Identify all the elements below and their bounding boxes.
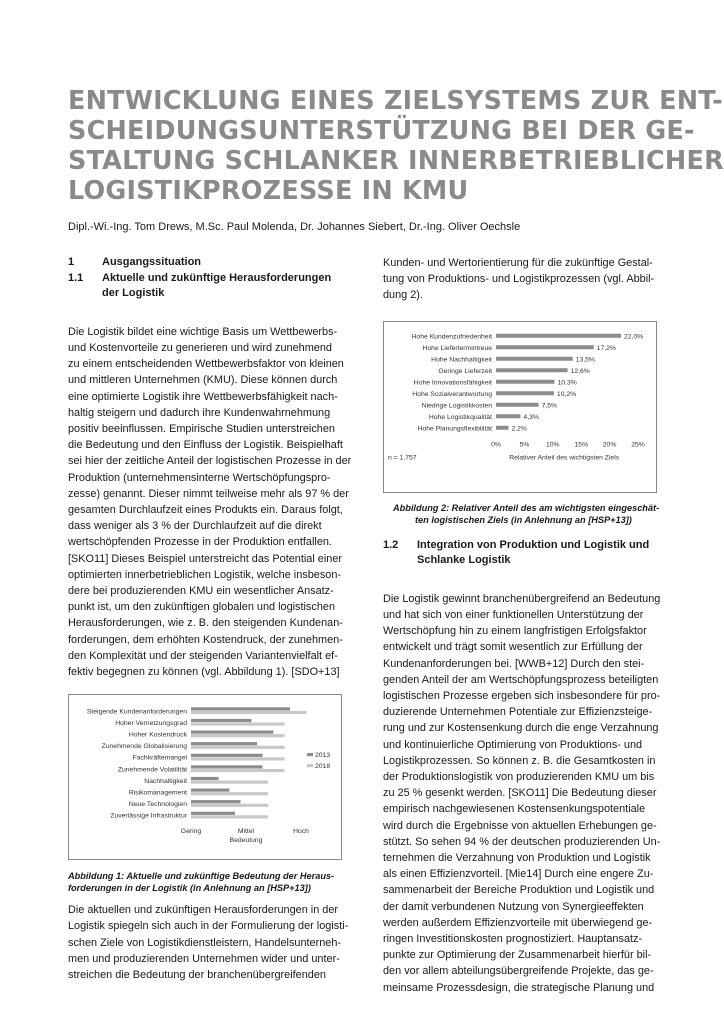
text-line: optimierten innerbetrieblichen Logistik, welche insbeson- bbox=[68, 568, 342, 581]
category-label: Hohe Planungsflexibilität bbox=[417, 424, 492, 432]
text-line: als einen Effizienzvorteil. [Mie14] Durch eine engere Zu- bbox=[383, 868, 654, 881]
section-title-line: der Logistik bbox=[102, 287, 165, 300]
bar bbox=[496, 345, 594, 349]
legend-swatch-2013 bbox=[307, 753, 313, 756]
x-axis-label: Bedeutung bbox=[229, 837, 263, 845]
paragraph-2 bbox=[68, 902, 349, 983]
text-line: empirisch nachgewiesenen Kostensenkungspotentiale bbox=[383, 803, 646, 816]
bar bbox=[496, 425, 508, 429]
bar bbox=[496, 356, 573, 360]
value-label: 10,2% bbox=[556, 390, 577, 398]
category-label: Neue Technologien bbox=[128, 801, 187, 809]
bar-2013 bbox=[191, 789, 230, 792]
paragraph-right-1 bbox=[383, 255, 658, 304]
text-line: den Komplexität und der steigenden Variantenvielfalt ef- bbox=[68, 649, 338, 662]
section-number: 1.2 bbox=[383, 538, 399, 551]
text-line: Wertschöpfung hin zu einem langfristigen Erfolgsfaktor bbox=[383, 625, 647, 638]
text-line: gesamten Durchlaufzeit eines Produkts ein. Daraus folgt, bbox=[68, 504, 343, 517]
text-line: und Kostenvorteile zu generieren und wird zunehmend bbox=[68, 341, 332, 354]
value-label: 22,0% bbox=[623, 332, 644, 340]
figure-2-chart bbox=[383, 321, 657, 493]
x-tick-label: 0% bbox=[491, 441, 501, 449]
section-number: 1.1 bbox=[68, 271, 84, 284]
caption-line: Abbildung 1: Aktuelle und zukünftige Bedeutung der Heraus- bbox=[68, 871, 335, 882]
value-label: 10,3% bbox=[557, 378, 577, 386]
text-line: Logistikprozessen. So können z. B. die Gesamtkosten in bbox=[383, 754, 656, 767]
bar-2018 bbox=[191, 758, 285, 761]
text-line: duzierende Unternehmen Potentiale zur Effizienzsteige- bbox=[383, 706, 653, 719]
text-line: genden Anteil der am Wertschöpfungsprozess beteiligten bbox=[383, 673, 659, 686]
legend-label: 2013 bbox=[315, 752, 331, 760]
text-line: werden außerdem Effizienzvorteile mit überwiegend ge- bbox=[383, 916, 653, 929]
text-line: der Produktionslogistik von produzierenden KMU um bis bbox=[383, 771, 655, 784]
section-title-line: Integration von Produktion und Logistik und bbox=[417, 538, 650, 551]
figure-2-svg bbox=[384, 322, 656, 492]
section-title: Ausgangssituation bbox=[102, 256, 202, 268]
bar-2013 bbox=[191, 777, 219, 780]
text-line: der damit verbundenen Nutzung von Synergieeffekten bbox=[383, 900, 644, 913]
text-line: Logistik spiegeln sich auch in der Formulierung der logisti- bbox=[68, 920, 349, 933]
figure-1-svg bbox=[69, 695, 341, 859]
x-tick-label: Hoch bbox=[293, 828, 309, 836]
title-line: ENTWICKLUNG EINES ZIELSYSTEMS ZUR ENT- bbox=[68, 86, 723, 116]
x-tick-label: 5% bbox=[519, 441, 530, 449]
authors: Dipl.-Wi.-Ing. Tom Drews, M.Sc. Paul Molenda, Dr. Johannes Siebert, Dr.-Ing. Oliver Oechsle bbox=[68, 221, 521, 233]
text-line: Produktion (unternehmensinterne Wertschöpfungspro- bbox=[68, 471, 331, 484]
bar-2018 bbox=[191, 804, 268, 807]
text-line: Die aktuellen und zukünftigen Herausforderungen in der bbox=[68, 904, 339, 917]
bar-2013 bbox=[191, 731, 274, 734]
text-line: dere bei produzierenden KMU ein wesentlicher Ansatz- bbox=[68, 585, 334, 598]
text-line: dass weniger als 3 % der Durchlaufzeit auf die direkt bbox=[68, 520, 322, 533]
text-line: sammenarbeit der Bereiche Produktion und Logistik und bbox=[383, 884, 655, 897]
caption-line: forderungen in der Logistik (in Anlehnung an [HSP+13]) bbox=[68, 883, 311, 894]
bar-2018 bbox=[191, 746, 285, 749]
text-line: schen Ziele von Logistikdienstleistern, Handelsunterneh- bbox=[68, 936, 342, 949]
text-line: forderungen, dem erhöhten Kostendruck, der zunehmen- bbox=[68, 633, 343, 646]
category-label: Steigende Kundenanforderungen bbox=[86, 708, 187, 716]
value-label: 17,2% bbox=[596, 344, 616, 352]
figure-2-caption bbox=[383, 502, 658, 526]
legend-swatch-2018 bbox=[307, 764, 313, 767]
figure-1-chart bbox=[68, 694, 342, 860]
bar-2013 bbox=[191, 708, 290, 711]
category-label: Fachkräftemangel bbox=[132, 754, 187, 762]
category-label: Niedrige Logistikkosten bbox=[421, 401, 492, 409]
title-line: STALTUNG SCHLANKER INNERBETRIEBLICHER bbox=[68, 146, 724, 176]
bar-2013 bbox=[191, 766, 263, 769]
x-tick-label: 15% bbox=[574, 441, 589, 449]
text-line: dung 2). bbox=[383, 289, 423, 302]
x-tick-label: 25% bbox=[631, 441, 645, 449]
value-label: 4,3% bbox=[523, 413, 539, 421]
caption-line: Abbildung 2: Relativer Anteil des am wichtigsten eingeschät- bbox=[393, 502, 660, 513]
text-line: Kunden- und Wertorientierung für die zukünftige Gestal- bbox=[383, 257, 653, 269]
category-label: Zunehmende Volatilität bbox=[117, 766, 187, 774]
bar bbox=[496, 368, 568, 372]
bar bbox=[496, 414, 520, 418]
category-label: Hohe Logistikqualität bbox=[428, 413, 492, 421]
category-label: Hoher Vernetzungsgrad bbox=[115, 720, 187, 728]
text-line: haltig steigern und dadurch ihre Kundenwahrnehmung bbox=[68, 406, 331, 419]
text-line: und hat sich von einer funktionellen Unterstützung der bbox=[383, 609, 644, 621]
text-line: streichen die Bedeutung der branchenübergreifenden bbox=[68, 969, 326, 982]
bar-2013 bbox=[191, 800, 241, 803]
x-tick-label: 20% bbox=[602, 441, 617, 449]
text-line: den vor allem abteilungsübergreifende Projekte, das ge- bbox=[383, 965, 654, 978]
text-line: [SKO11] Dieses Beispiel unterstreicht das Potential einer bbox=[68, 552, 343, 565]
bar-2013 bbox=[191, 754, 263, 757]
sample-size-note: n = 1.757 bbox=[388, 454, 417, 462]
section-1-1-heading bbox=[68, 271, 342, 302]
category-label: Hohe Liefertermintreue bbox=[422, 344, 492, 352]
value-label: 13,5% bbox=[575, 355, 595, 363]
section-title-line: Aktuelle und zukünftige Herausforderungen bbox=[102, 271, 332, 284]
bar bbox=[496, 379, 555, 383]
text-line: rung und zur Kostensenkung durch die enge Verzahnung bbox=[383, 722, 659, 735]
bar-2013 bbox=[191, 812, 235, 815]
text-line: stützt. So sehen 94 % der deutschen produzierenden Un- bbox=[383, 835, 661, 848]
category-label: Zuverlässige Infrastruktur bbox=[110, 812, 187, 820]
value-label: 2,2% bbox=[511, 424, 527, 432]
bar-2018 bbox=[191, 734, 285, 737]
x-tick-label: 10% bbox=[545, 441, 560, 449]
category-label: Hohe Kundenzufriedenheit bbox=[411, 332, 492, 340]
right-column bbox=[383, 255, 661, 996]
category-label: Geringe Lieferzeit bbox=[438, 367, 492, 375]
bar bbox=[496, 391, 554, 395]
text-line: Die Logistik bildet eine wichtige Basis um Wettbewerbs- bbox=[68, 325, 338, 338]
text-line: punkte zur Optimierung der Zusammenarbeit hierfür bil- bbox=[383, 949, 652, 962]
section-1-heading bbox=[68, 255, 342, 271]
bar-2018 bbox=[191, 781, 268, 784]
x-axis-label: Relativer Anteil des wichtigsten Ziels bbox=[509, 454, 620, 462]
category-label: Hohe Sozialverantwortung bbox=[412, 390, 492, 398]
text-line: logistischen Prozesse ergeben sich insbesondere für pro- bbox=[383, 690, 661, 703]
text-line: sei hier der zeitliche Anteil der logistischen Prozesse in der bbox=[68, 455, 352, 468]
text-line: zesse) genannt. Dieser nimmt teilweise mehr als 97 % der bbox=[68, 487, 349, 500]
bar-2018 bbox=[191, 769, 285, 772]
text-line: tung von Produktions- und Logistikprozessen (vgl. Abbil- bbox=[383, 273, 655, 286]
paper-title bbox=[68, 86, 724, 206]
legend-label: 2018 bbox=[315, 763, 331, 771]
bar-2018 bbox=[191, 711, 307, 714]
text-line: Kundenanforderungen bei. [WWB+12] Durch den stei- bbox=[383, 657, 645, 670]
left-column bbox=[68, 255, 352, 983]
paragraph-3 bbox=[383, 591, 661, 996]
title-line: LOGISTIKPROZESSE IN KMU bbox=[68, 176, 469, 206]
bar-2013 bbox=[191, 719, 252, 722]
paragraph-1 bbox=[68, 324, 352, 680]
category-label: Hohe Nachhaltigkeit bbox=[431, 355, 492, 363]
value-label: 7,5% bbox=[541, 401, 558, 409]
value-label: 12,6% bbox=[570, 367, 590, 375]
figure-1-caption bbox=[68, 870, 342, 894]
title-line: SCHEIDUNGSUNTERSTÜTZUNG BEI DER GE- bbox=[68, 116, 695, 146]
x-tick-label: Gering bbox=[180, 828, 202, 836]
text-line: positiv beeinflussen. Empirische Studien unterstreichen bbox=[68, 423, 335, 435]
text-line: Die Logistik gewinnt branchenübergreifend an Bedeutung bbox=[383, 592, 661, 605]
text-line: eine optimierte Logistik ihre Wettbewerbsfähigkeit nach- bbox=[68, 390, 338, 403]
text-line: wertschöpfenden Prozesse in der Produktion entfallen. bbox=[68, 536, 332, 549]
bar-2013 bbox=[191, 742, 257, 745]
category-label: Risikomanagement bbox=[128, 789, 187, 797]
bar bbox=[496, 402, 539, 406]
category-label: Hohe Innovationsfähigkeit bbox=[413, 378, 492, 386]
text-line: die Bedeutung und den Einfluss der Logistik. Beispielhaft bbox=[68, 439, 343, 452]
text-line: und kontinuierliche Optimierung von Produktions- und bbox=[383, 738, 643, 751]
category-label: Zunehmende Globalisierung bbox=[101, 743, 187, 751]
text-line: Herausforderungen, wie z. B. den steigenden Kundenan- bbox=[68, 617, 343, 630]
text-line: ringen Investitionskosten prognostiziert. Hauptansatz- bbox=[383, 933, 643, 946]
text-line: zu 25 % gesenkt werden. [SKO11] Die Bedeutung dieser bbox=[383, 787, 657, 800]
text-line: zu einem entscheidenden Wettbewerbsfaktor von kleinen bbox=[68, 358, 344, 371]
category-label: Hoher Kostendruck bbox=[128, 731, 187, 739]
x-tick-label: Mittel bbox=[237, 828, 255, 836]
text-line: wird durch die Ergebnisse von aktuellen Erhebungen ge- bbox=[383, 819, 657, 832]
caption-line: ten logistischen Ziels (in Anlehnung an [HSP+13]) bbox=[415, 514, 632, 525]
text-line: punkt ist, um den zukünftigen globalen und logistischen bbox=[68, 601, 335, 614]
bar-2018 bbox=[191, 723, 285, 726]
section-1-2-heading bbox=[383, 538, 658, 569]
text-line: men und produzierenden Unternehmen wider und unter- bbox=[68, 952, 340, 965]
category-label: Nachhaltigkeit bbox=[144, 778, 187, 786]
text-line: entwickelt und trägt somit wesentlich zur Erfüllung der bbox=[383, 641, 643, 654]
section-title-line: Schlanke Logistik bbox=[417, 554, 511, 567]
text-line: ternehmen die Verzahnung von Produktion und Logistik bbox=[383, 852, 651, 865]
bar-2018 bbox=[191, 816, 268, 819]
bar bbox=[496, 333, 621, 337]
text-line: fektiv begegnen zu können (vgl. Abbildung 1). [SDO+13] bbox=[68, 666, 340, 679]
section-number: 1 bbox=[68, 256, 75, 268]
text-line: meinsame Prozessdesign, die strategische Planung und bbox=[383, 981, 655, 994]
text-line: und mittleren Unternehmen (KMU). Diese können durch bbox=[68, 374, 338, 387]
bar-2018 bbox=[191, 792, 268, 795]
